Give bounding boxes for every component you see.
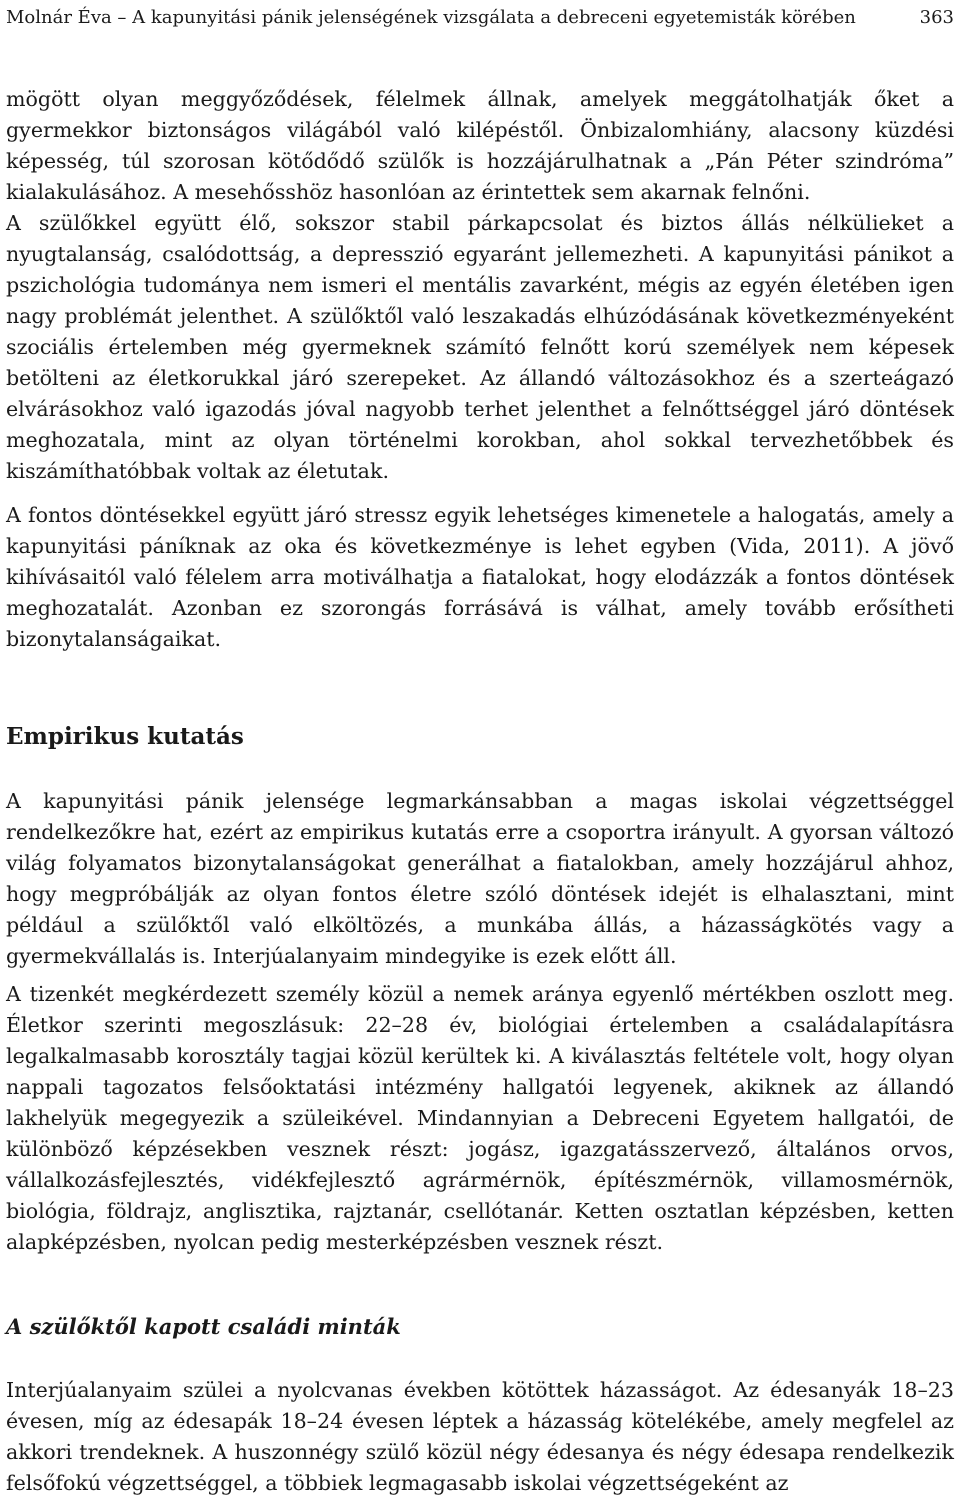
body-paragraph-3: A fontos döntésekkel együtt járó stressz egyik lehetséges kimenetele a halogatás, amely a kapunyitási páníknak az oka és következménye is lehet egyben (Vida, 2011). A jövő kihívásaitól való félelem arra motiválhatja a fiatalokat, hogy elodázzák a fontos döntések meghozatalát. Azonban ez szorongás forrásává is válhat, amely tovább erősítheti bizonytalanságaikat. xyxy=(6,503,954,651)
body-paragraph-6: Interjúalanyaim szülei a nyolcvanas években kötöttek házasságot. Az édesanyák 18–23 évesen, míg az édesapák 18–24 évesen léptek a házasság kötelékébe, amely megfelel az akkori trendeknek. A huszonnégy szülő közül négy édesanya és négy édesapa rendelkezik felsőfokú végzettséggel, a többiek legmagasabb iskolai végzettségeként az xyxy=(6,1378,954,1495)
page-number: 363 xyxy=(919,7,954,28)
subsection-heading-family: A szülőktől kapott családi minták xyxy=(6,1314,401,1339)
running-header xyxy=(6,6,954,30)
body-paragraph-4: A kapunyitási pánik jelensége legmarkánsabban a magas iskolai végzettséggel rendelkezőkre hat, ezért az empirikus kutatás erre a csoportra irányult. A gyorsan változó világ folyamatos bizonytalanságokat generálhat a fiatalokban, amely hozzájárul ahhoz, hogy megpróbálják az olyan fontos életre szóló döntések idejét is elhalasztani, mint például a szülőktől való elköltözés, a munkába állás, a házasságkötés vagy a gyermekvállalás is. Interjúalanyaim mindegyike is ezek előtt áll. xyxy=(6,789,954,968)
body-paragraph-2: A szülőkkel együtt élő, sokszor stabil párkapcsolat és biztos állás nélkülieket a nyugtalanság, csalódottság, a depresszió egyaránt jellemezheti. A kapunyitási pánikot a pszichológia tudománya nem ismeri el mentális zavarként, mégis az egyén életében igen nagy problémát jelenthet. A szülőktől való leszakadás elhúzódásának következményeként szociális értelemben még gyermeknek számító felnőtt korú személyek nem képesek betölteni az életkorukkal járó szerepeket. Az állandó változásokhoz és a szerteágazó elvárásokhoz való igazodás jóval nagyobb terhet jelenthet a felnőttséggel járó döntések meghozatala, mint az olyan történelmi korokban, ahol sokkal tervezhetőbbek és kiszámíthatóbbak voltak az életutak. xyxy=(6,211,954,483)
section-heading-empirical: Empirikus kutatás xyxy=(6,723,244,750)
body-paragraph-1: mögött olyan meggyőződések, félelmek állnak, amelyek meggátolhatják őket a gyermekkor biztonságos világából való kilépéstől. Önbizalomhiány, alacsony küzdési képesség, túl szorosan kötődődő szülők is hozzájárulhatnak a „Pán Péter szindróma” kialakulásához. A mesehősshöz hasonlóan az érintettek sem akarnak felnőni. xyxy=(6,87,954,204)
body-paragraph-5: A tizenkét megkérdezett személy közül a nemek aránya egyenlő mértékben oszlott meg. Életkor szerinti megoszlásuk: 22–28 év, biológiai értelemben a családalapításra legalkalmasabb korosztály tagjai közül kerültek ki. A kiválasztás feltétele volt, hogy olyan nappali tagozatos felsőoktatási intézmény hallgatói legyenek, akiknek az állandó lakhelyük megegyezik a szüleikével. Mindannyian a Debreceni Egyetem hallgatói, de különböző képzésekben vesznek részt: jogász, igazgatásszervező, általános orvos, vállalkozásfejlesztés, vidékfejlesztő agrármérnök, építészmérnök, villamosmérnök, biológia, földrajz, anglisztika, rajztanár, csellótanár. Ketten osztatlan képzésben, ketten alapképzésben, nyolcan pedig mesterképzésben vesznek részt. xyxy=(6,982,954,1254)
running-title: Molnár Éva – A kapunyitási pánik jelenségének vizsgálata a debreceni egyetemisták körében xyxy=(6,7,856,28)
